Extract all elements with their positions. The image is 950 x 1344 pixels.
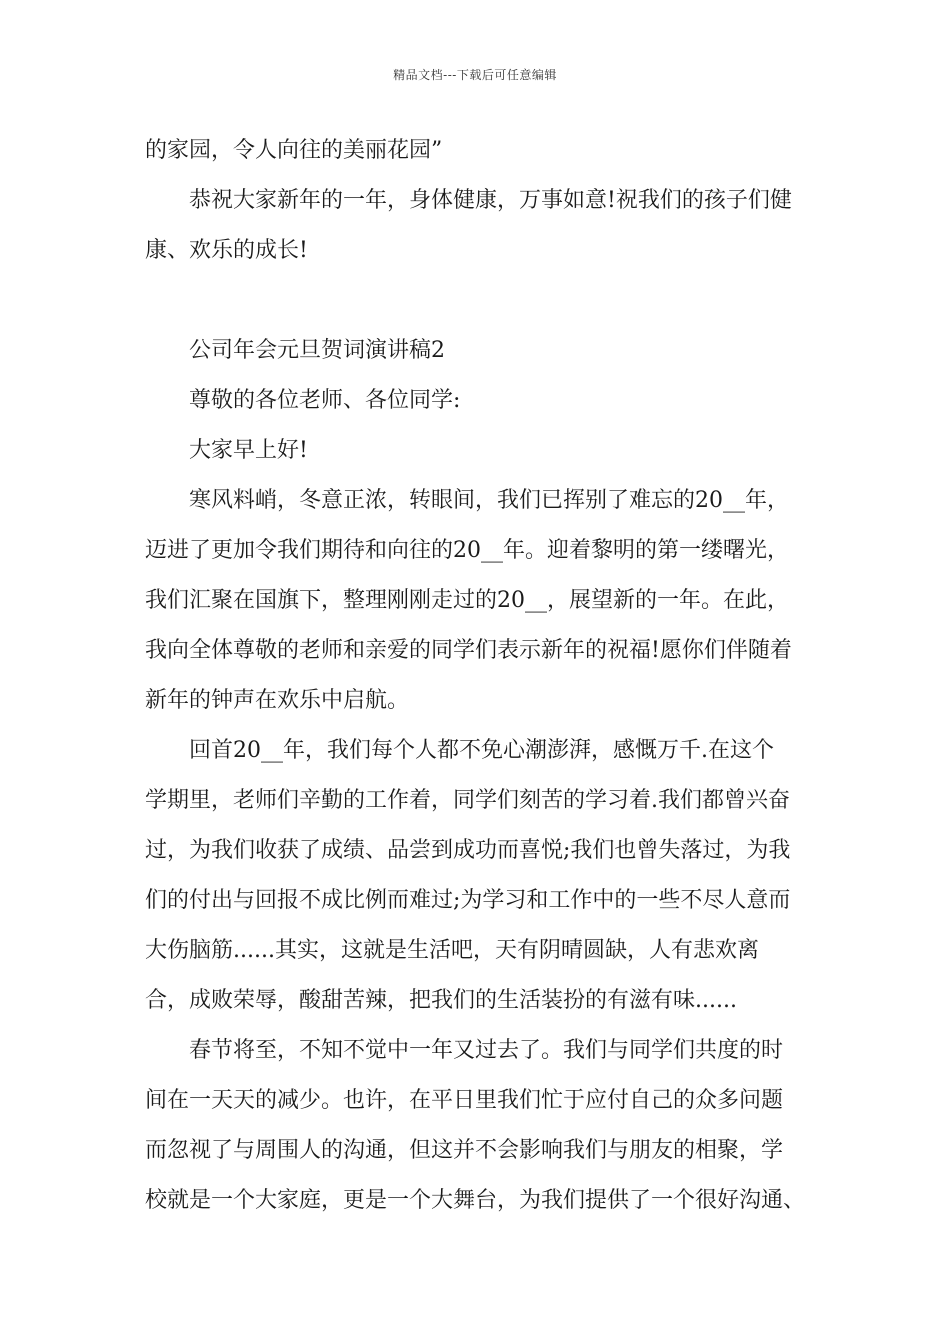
text-line: 恭祝大家新年的一年，身体健康，万事如意!祝我们的孩子们健 <box>189 188 792 213</box>
text-line: 而忽视了与周围人的沟通，但这并不会影响我们与朋友的相聚，学 <box>145 1138 784 1163</box>
paragraph-spacer <box>145 276 825 326</box>
text-line: 大伤脑筋......其实，这就是生活吧，天有阴晴圆缺，人有悲欢离 <box>145 938 759 963</box>
text-line: 寒风料峭，冬意正浓，转眼间，我们已挥别了难忘的20__年， <box>189 488 789 513</box>
text-line: 回首20__年，我们每个人都不免心潮澎湃，感慨万千.在这个 <box>189 738 774 763</box>
text-line: 们的付出与回报不成比例而难过;为学习和工作中的一些不尽人意而 <box>145 888 791 913</box>
text-line: 学期里，老师们辛勤的工作着，同学们刻苦的学习着.我们都曾兴奋 <box>145 788 790 813</box>
text-line: 合，成败荣辱，酸甜苦辣，把我们的生活装扮的有滋有味...... <box>145 988 737 1013</box>
text-line: 康、欢乐的成长! <box>145 238 308 263</box>
text-line: 大家早上好! <box>189 438 308 463</box>
text-line: 新年的钟声在欢乐中启航。 <box>145 688 410 713</box>
text-line: 公司年会元旦贺词演讲稿2 <box>189 338 445 363</box>
text-line: 校就是一个大家庭，更是一个大舞台，为我们提供了一个很好沟通、 <box>145 1188 806 1213</box>
document-body <box>145 126 825 1226</box>
text-line: 的家园，令人向往的美丽花园” <box>145 138 443 163</box>
text-line: 间在一天天的减少。也许，在平日里我们忙于应付自己的众多问题 <box>145 1088 784 1113</box>
text-line: 尊敬的各位老师、各位同学: <box>189 388 461 413</box>
text-line: 我们汇聚在国旗下，整理刚刚走过的20__，展望新的一年。在此， <box>145 588 789 613</box>
text-line: 迈进了更加令我们期待和向往的20__年。迎着黎明的第一缕曙光， <box>145 538 789 563</box>
text-line: 我向全体尊敬的老师和亲爱的同学们表示新年的祝福!愿你们伴随着 <box>145 638 792 663</box>
page-header: 精品文档---下载后可任意编辑 <box>393 68 557 82</box>
text-line: 春节将至，不知不觉中一年又过去了。我们与同学们共度的时 <box>189 1038 784 1063</box>
text-line: 过，为我们收获了成绩、品尝到成功而喜悦;我们也曾失落过，为我 <box>145 838 791 863</box>
